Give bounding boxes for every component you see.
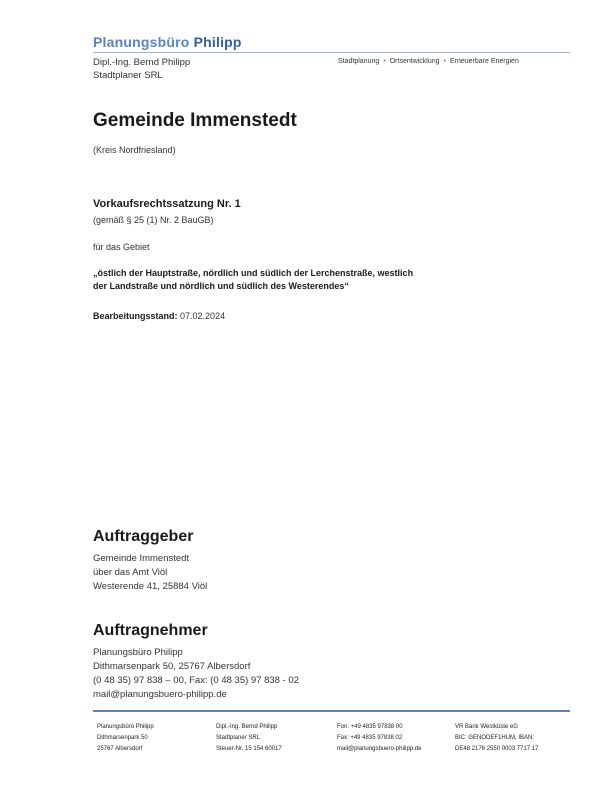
contractor-address [93, 646, 299, 702]
footer-text: Dipl.-Ing. Bernd Philipp [216, 724, 278, 730]
service-item: Erneuerbare Energien [449, 58, 519, 65]
footer-text: Dithmarsenpark 50 [97, 735, 148, 741]
bullet-dot-icon: • [443, 58, 446, 65]
services-list [338, 58, 519, 65]
author-name: Dipl.-Ing. Bernd Philipp [93, 57, 191, 68]
footer-text: BIC: GENODEF1HUM, IBAN: [455, 735, 535, 741]
footer-text: DE48 2176 2550 0003 7717 17 [455, 746, 539, 752]
address-line: Planungsbüro Philipp [93, 647, 183, 658]
footer-rule [93, 710, 570, 712]
footer-owner [216, 722, 282, 755]
contractor-heading: Auftragnehmer [93, 622, 208, 639]
area-description-line1: „östlich der Hauptstraße, nördlich und südlich der Lerchenstraße, westlich [93, 268, 414, 278]
status-line [93, 311, 225, 321]
statute-basis: (gemäß § 25 (1) Nr. 2 BauGB) [93, 215, 214, 225]
statute-title: Vorkaufsrechtssatzung Nr. 1 [93, 198, 241, 210]
district: (Kreis Nordfriesland) [93, 145, 176, 155]
header-rule [93, 52, 570, 53]
bullet-dot-icon: • [383, 58, 386, 65]
footer-text: 25767 Albersdorf [97, 746, 143, 752]
company-logo [93, 34, 242, 50]
document-title: Gemeinde Immenstedt [93, 110, 297, 131]
brand-name-part2: Philipp [193, 34, 242, 50]
address-line: Westerende 41, 25884 Viöl [93, 581, 208, 592]
footer-bank [455, 722, 538, 755]
email-link[interactable]: mail@planungsbuero-philipp.de [93, 689, 227, 700]
address-line: Gemeinde Immenstedt [93, 553, 190, 564]
address-line: (0 48 35) 97 838 – 00, Fax: (0 48 35) 97 838 - 02 [93, 675, 299, 686]
footer-text: VR Bank Westküste eG [455, 724, 518, 730]
footer-text: Steuer-Nr. 15 154 60017 [216, 746, 282, 752]
client-heading: Auftraggeber [93, 528, 194, 545]
client-address [93, 552, 207, 594]
footer-text: Planungsbüro Philipp [97, 724, 154, 730]
address-line: über das Amt Viöl [93, 567, 168, 578]
status-date: 07.02.2024 [180, 311, 226, 321]
author-title: Stadtplaner SRL [93, 70, 163, 81]
footer-email-link[interactable]: mail@planungsbuero-philipp.de [337, 746, 422, 752]
footer-text: Fon: +49 4835 97838 00 [337, 724, 403, 730]
footer-contact [337, 722, 421, 755]
area-intro: für das Gebiet [93, 242, 150, 252]
footer-text: Stadtplaner SRL [216, 735, 261, 741]
area-description-line2: der Landstraße und nördlich und südlich des Westerendes“ [93, 281, 349, 291]
brand-name-part1: Planungsbüro [93, 34, 190, 50]
service-item: Stadtplanung [338, 58, 380, 65]
footer-text: Fax: +49 4835 97838 02 [337, 735, 403, 741]
service-item: Ortsentwicklung [389, 58, 440, 65]
footer-company [97, 722, 154, 755]
address-line: Dithmarsenpark 50, 25767 Albersdorf [93, 661, 251, 672]
status-label: Bearbeitungsstand: [93, 311, 178, 321]
